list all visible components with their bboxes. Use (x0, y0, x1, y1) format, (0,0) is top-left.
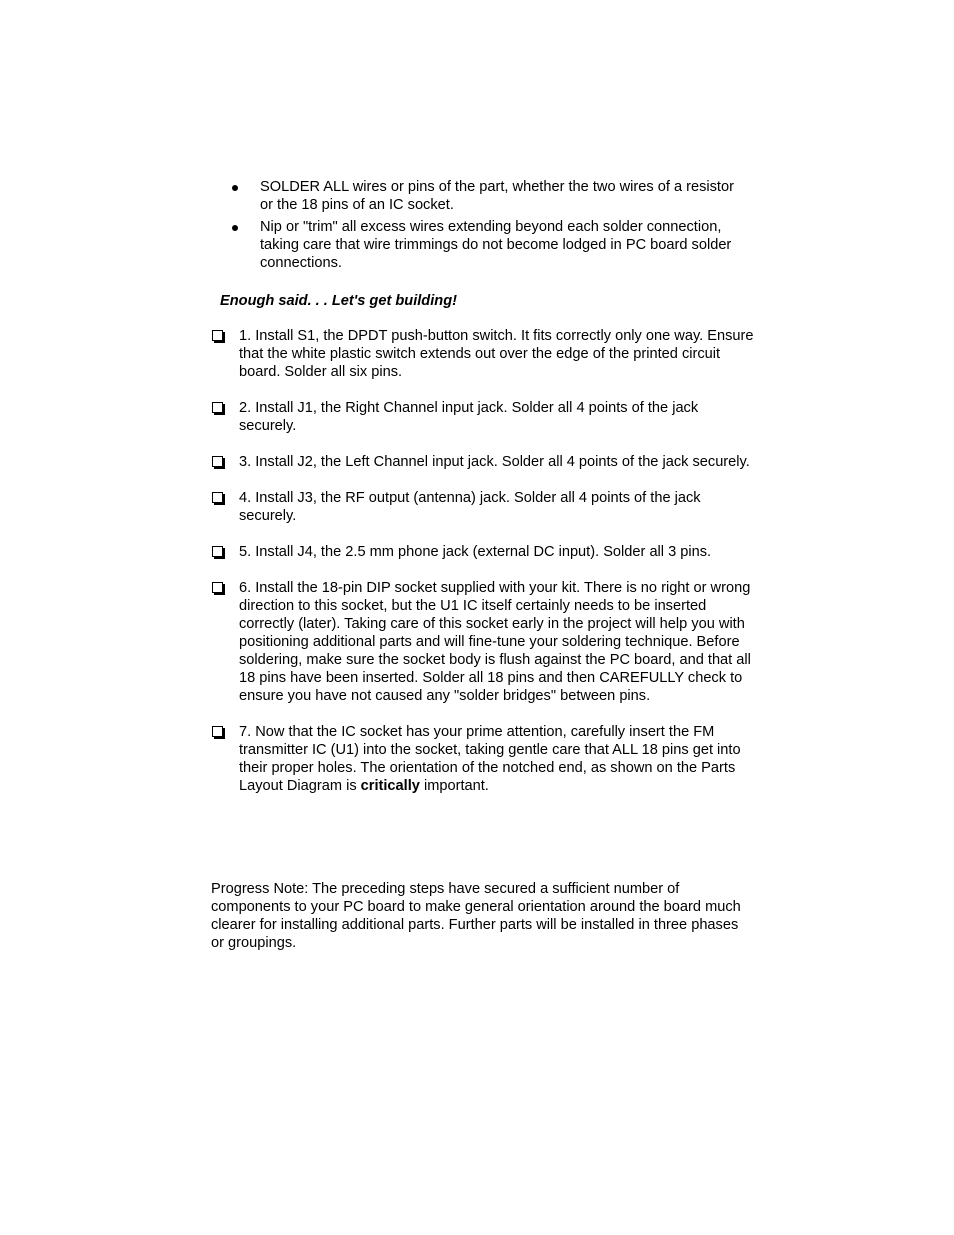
checkbox-icon[interactable] (212, 402, 223, 413)
step-item-2 (211, 399, 756, 435)
step-item-1 (211, 327, 756, 381)
step-list (211, 327, 756, 813)
step-text: 4. Install J3, the RF output (antenna) jack. Solder all 4 points of the jack securely. (239, 490, 701, 524)
step-item-5 (211, 543, 756, 561)
step-item-6 (211, 579, 756, 705)
checkbox-icon[interactable] (212, 582, 223, 593)
step-text-bold: critically (360, 778, 420, 794)
list-item (232, 218, 742, 272)
checkbox-icon[interactable] (212, 456, 223, 467)
bullet-dot-icon (232, 225, 238, 231)
step-text-before: 7. Now that the IC socket has your prime attention, carefully insert the FM transmitter IC (U1) into the socket, taking gentle care that ALL 18 pins get into their proper holes. The orientation of the notched end, as shown on the Parts Layout Diagram is (239, 724, 741, 794)
step-text: 2. Install J1, the Right Channel input jack. Solder all 4 points of the jack securely. (239, 400, 699, 434)
step-text: 1. Install S1, the DPDT push-button switch. It fits correctly only one way. Ensure that the white plastic switch extends out over the edge of the printed circuit board. Solder all six pins. (239, 328, 754, 380)
checkbox-icon[interactable] (212, 726, 223, 737)
checkbox-icon[interactable] (212, 492, 223, 503)
bullet-list (232, 178, 742, 276)
step-item-3 (211, 453, 756, 471)
bullet-text: SOLDER ALL wires or pins of the part, whether the two wires of a resistor or the 18 pins of an IC socket. (260, 179, 734, 213)
step-item-7 (211, 723, 756, 795)
step-item-4 (211, 489, 756, 525)
bullet-dot-icon (232, 185, 238, 191)
checkbox-icon[interactable] (212, 546, 223, 557)
bullet-text: Nip or "trim" all excess wires extending beyond each solder connection, taking care that wire trimmings do not become lodged in PC board solder connections. (260, 219, 732, 271)
checkbox-icon[interactable] (212, 330, 223, 341)
list-item (232, 178, 742, 214)
section-heading: Enough said. . . Let's get building! (220, 293, 457, 309)
step-text-after: important. (419, 778, 489, 794)
step-text: 5. Install J4, the 2.5 mm phone jack (external DC input). Solder all 3 pins. (239, 544, 712, 560)
step-text (239, 724, 741, 794)
step-text: 3. Install J2, the Left Channel input jack. Solder all 4 points of the jack securely. (239, 454, 750, 470)
progress-note: Progress Note: The preceding steps have secured a sufficient number of components to your PC board to make general orientation around the board much clearer for installing additional parts. Further parts will be installed in three phases or groupings. (211, 881, 741, 951)
step-text: 6. Install the 18-pin DIP socket supplied with your kit. There is no right or wrong direction to this socket, but the U1 IC itself certainly needs to be inserted correctly (later). Taking care of this socket early in the project will help you with positioning additional parts and will fine-tune your soldering technique. Before soldering, make sure the socket body is flush against the PC board, and that all 18 pins have been inserted. Solder all 18 pins and then CAREFULLY check to ensure you have not caused any "solder bridges" between pins. (239, 580, 751, 704)
